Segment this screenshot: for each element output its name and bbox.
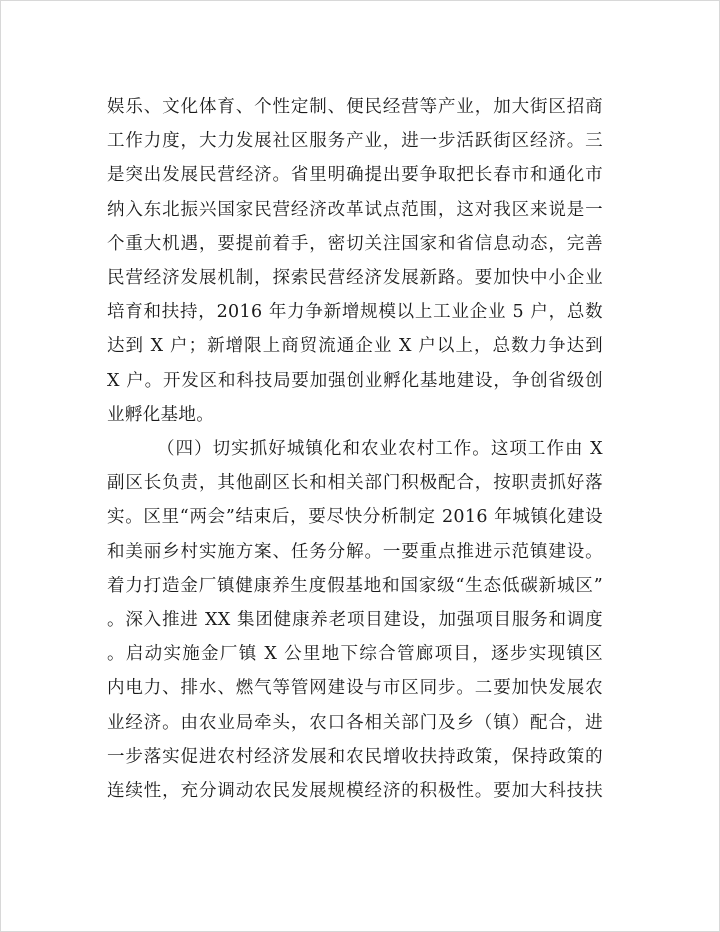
text-line: 个重大机遇，要提前着手，密切关注国家和省信息动态，完善 <box>107 233 603 254</box>
text-line: 内电力、排水、燃气等管网建设与市区同步。二要加快发展农 <box>107 678 603 699</box>
text-line: 连续性，充分调动农民发展规模经济的积极性。要加大科技扶 <box>107 781 603 802</box>
text-line: 是突出发展民营经济。省里明确提出要争取把长春市和通化市 <box>107 165 603 186</box>
text-line: 和美丽乡村实施方案、任务分解。一要重点推进示范镇建设。 <box>107 541 603 562</box>
text-line: 培育和扶持，2016 年力争新增规模以上工业企业 5 户，总数 <box>107 302 603 323</box>
text-line: 业孵化基地。 <box>107 404 215 425</box>
text-line: 副区长负责，其他副区长和相关部门积极配合，按职责抓好落 <box>107 473 603 494</box>
text-line: 工作力度，大力发展社区服务产业，进一步活跃街区经济。三 <box>107 131 603 152</box>
text-line: 业经济。由农业局牵头，农口各相关部门及乡（镇）配合，进 <box>107 712 603 733</box>
text-line: X 户。开发区和科技局要加强创业孵化基地建设，争创省级创 <box>107 370 603 391</box>
text-line: 娱乐、文化体育、个性定制、便民经营等产业，加大街区招商 <box>107 97 603 117</box>
text-line: 。启动实施金厂镇 X 公里地下综合管廊项目，逐步实现镇区 <box>107 644 603 665</box>
text-line: 着力打造金厂镇健康养生度假基地和国家级“生态低碳新城区” <box>107 575 603 596</box>
text-line: 一步落实促进农村经济发展和农民增收扶持政策，保持政策的 <box>107 746 603 767</box>
text-line: 纳入东北振兴国家民营经济改革试点范围，这对我区来说是一 <box>107 199 603 220</box>
text-line: 实。区里“两会”结束后，要尽快分析制定 2016 年城镇化建设 <box>107 507 603 528</box>
section-heading-line: （四）切实抓好城镇化和农业农村工作。这项工作由 X <box>157 439 603 460</box>
text-line: 达到 X 户；新增限上商贸流通企业 X 户以上，总数力争达到 <box>107 336 603 357</box>
body-text <box>107 90 603 808</box>
text-line: 。深入推进 XX 集团健康养老项目建设，加强项目服务和调度 <box>107 610 603 631</box>
text-line: 民营经济发展机制，探索民营经济发展新路。要加快中小企业 <box>107 268 603 289</box>
